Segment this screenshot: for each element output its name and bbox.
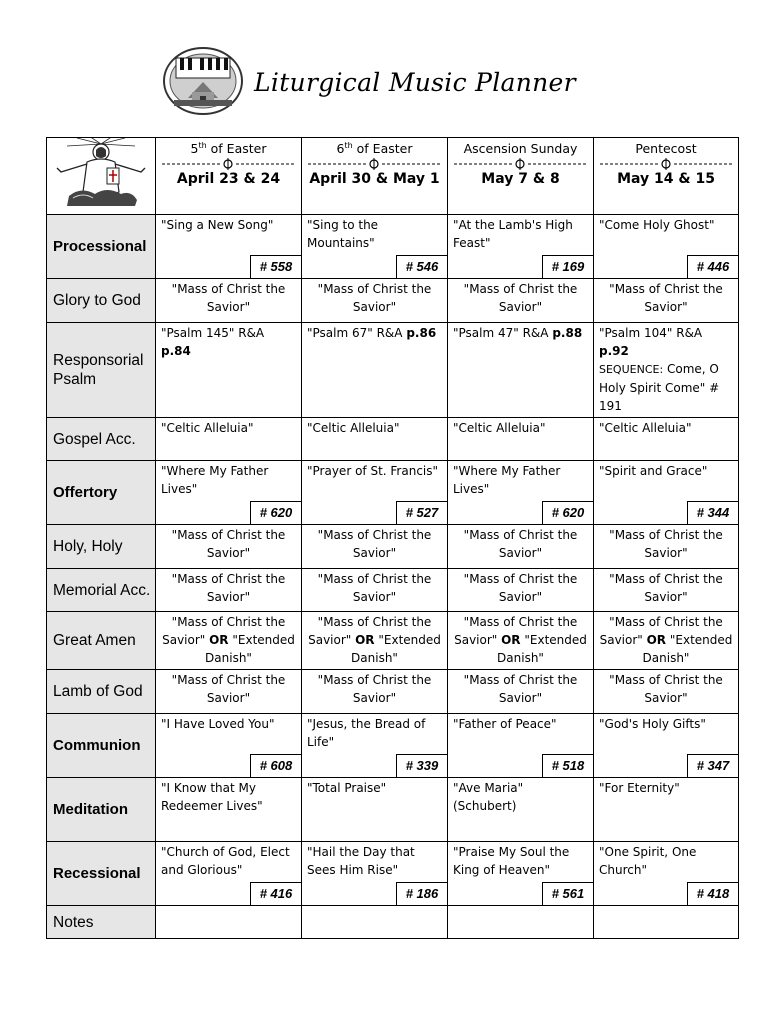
row-memorial-acclamation	[47, 569, 739, 612]
song-cell: "Celtic Alleluia"	[302, 418, 448, 461]
row-label: Recessional	[47, 842, 156, 906]
date-header-row	[47, 138, 739, 215]
hymn-number: # 620	[250, 501, 301, 524]
hymn-number: # 416	[250, 882, 301, 905]
page-title: Liturgical Music Planner	[254, 68, 576, 97]
hymn-number: # 418	[687, 882, 738, 905]
song-cell: "Mass of Christ the Savior" OR "Extended Danish"	[156, 612, 302, 670]
ornament-divider-icon	[452, 158, 588, 170]
song-cell: "Psalm 47" R&A p.88	[448, 323, 594, 418]
song-cell: "Mass of Christ the Savior"	[156, 670, 302, 714]
row-holy-holy	[47, 525, 739, 569]
song-cell: "Prayer of St. Francis" # 527	[302, 461, 448, 525]
song-cell: "Mass of Christ the Savior"	[448, 525, 594, 569]
page-header	[162, 44, 722, 120]
song-cell: "Mass of Christ the Savior"	[302, 569, 448, 612]
row-label: Communion	[47, 714, 156, 778]
song-cell: "Sing to the Mountains" # 546	[302, 215, 448, 279]
row-label: Lamb of God	[47, 670, 156, 714]
row-lamb-of-god	[47, 670, 739, 714]
song-cell: "Celtic Alleluia"	[448, 418, 594, 461]
notes-cell[interactable]	[448, 906, 594, 939]
song-cell: "Mass of Christ the Savior" OR "Extended Danish"	[594, 612, 739, 670]
song-cell: "Mass of Christ the Savior"	[302, 525, 448, 569]
hymn-number: # 558	[250, 255, 301, 278]
song-cell: "Sing a New Song" # 558	[156, 215, 302, 279]
song-cell: "Mass of Christ the Savior"	[594, 279, 739, 323]
song-cell: "Mass of Christ the Savior"	[448, 670, 594, 714]
hymn-number: # 344	[687, 501, 738, 524]
song-cell: "Celtic Alleluia"	[156, 418, 302, 461]
song-cell: "Father of Peace" # 518	[448, 714, 594, 778]
song-cell: "Mass of Christ the Savior"	[156, 525, 302, 569]
song-cell: "Mass of Christ the Savior"	[156, 569, 302, 612]
row-processional	[47, 215, 739, 279]
row-label: Holy, Holy	[47, 525, 156, 569]
song-cell: "Mass of Christ the Savior"	[594, 525, 739, 569]
song-cell: "At the Lamb's High Feast" # 169	[448, 215, 594, 279]
ornament-divider-icon	[598, 158, 734, 170]
row-label: Meditation	[47, 778, 156, 842]
risen-christ-icon	[47, 138, 155, 210]
hymn-number: # 620	[542, 501, 593, 524]
row-label: Gospel Acc.	[47, 418, 156, 461]
row-label: Memorial Acc.	[47, 569, 156, 612]
song-cell: "Come Holy Ghost" # 446	[594, 215, 739, 279]
week-header-1: 5th of Easter April 23 & 24	[156, 138, 302, 215]
music-planner-table	[46, 137, 739, 939]
song-cell: "I Have Loved You" # 608	[156, 714, 302, 778]
song-cell: "Where My Father Lives" # 620	[448, 461, 594, 525]
row-offertory	[47, 461, 739, 525]
row-label: Great Amen	[47, 612, 156, 670]
song-cell: "Mass of Christ the Savior"	[448, 279, 594, 323]
song-cell: "I Know that My Redeemer Lives"	[156, 778, 302, 842]
risen-christ-image	[47, 138, 156, 215]
song-cell: "Jesus, the Bread of Life" # 339	[302, 714, 448, 778]
row-label: Offertory	[47, 461, 156, 525]
song-cell: "Psalm 104" R&A p.92 SEQUENCE: Come, O Holy Spirit Come" # 191	[594, 323, 739, 418]
song-cell: "Mass of Christ the Savior"	[156, 279, 302, 323]
row-recessional	[47, 842, 739, 906]
song-cell: "Mass of Christ the Savior"	[594, 670, 739, 714]
song-cell: "Psalm 67" R&A p.86	[302, 323, 448, 418]
song-cell: "Mass of Christ the Savior"	[302, 670, 448, 714]
hymn-number: # 608	[250, 754, 301, 777]
notes-cell[interactable]	[594, 906, 739, 939]
song-cell: "Celtic Alleluia"	[594, 418, 739, 461]
hymn-number: # 546	[396, 255, 447, 278]
row-responsorial-psalm	[47, 323, 739, 418]
song-cell: "Ave Maria" (Schubert)	[448, 778, 594, 842]
song-cell: "Mass of Christ the Savior" OR "Extended Danish"	[448, 612, 594, 670]
hymn-number: # 518	[542, 754, 593, 777]
row-meditation	[47, 778, 739, 842]
song-cell: "One Spirit, One Church" # 418	[594, 842, 739, 906]
row-great-amen	[47, 612, 739, 670]
song-cell: "Praise My Soul the King of Heaven" # 561	[448, 842, 594, 906]
hymn-number: # 339	[396, 754, 447, 777]
song-cell: "Church of God, Elect and Glorious" # 416	[156, 842, 302, 906]
song-cell: "God's Holy Gifts" # 347	[594, 714, 739, 778]
week-header-3: Ascension Sunday May 7 & 8	[448, 138, 594, 215]
row-communion	[47, 714, 739, 778]
song-cell: "Spirit and Grace" # 344	[594, 461, 739, 525]
row-label: Processional	[47, 215, 156, 279]
song-cell: "Mass of Christ the Savior"	[448, 569, 594, 612]
row-gospel-acclamation	[47, 418, 739, 461]
song-cell: "Mass of Christ the Savior"	[302, 279, 448, 323]
song-cell: "Where My Father Lives" # 620	[156, 461, 302, 525]
song-cell: "Mass of Christ the Savior" OR "Extended Danish"	[302, 612, 448, 670]
hymn-number: # 186	[396, 882, 447, 905]
hymn-number: # 561	[542, 882, 593, 905]
song-cell: "Psalm 145" R&A p.84	[156, 323, 302, 418]
ornament-divider-icon	[160, 158, 296, 170]
notes-cell[interactable]	[302, 906, 448, 939]
notes-cell[interactable]	[156, 906, 302, 939]
ornament-divider-icon	[306, 158, 442, 170]
song-cell: "Total Praise"	[302, 778, 448, 842]
parish-logo	[162, 46, 244, 116]
song-cell: "For Eternity"	[594, 778, 739, 842]
row-label: Responsorial Psalm	[47, 323, 156, 418]
hymn-number: # 446	[687, 255, 738, 278]
song-cell: "Mass of Christ the Savior"	[594, 569, 739, 612]
song-cell: "Hail the Day that Sees Him Rise" # 186	[302, 842, 448, 906]
week-header-4: Pentecost May 14 & 15	[594, 138, 739, 215]
hymn-number: # 347	[687, 754, 738, 777]
week-header-2: 6th of Easter April 30 & May 1	[302, 138, 448, 215]
hymn-number: # 527	[396, 501, 447, 524]
row-label: Notes	[47, 906, 156, 939]
row-label: Glory to God	[47, 279, 156, 323]
row-notes	[47, 906, 739, 939]
hymn-number: # 169	[542, 255, 593, 278]
row-glory-to-god	[47, 279, 739, 323]
